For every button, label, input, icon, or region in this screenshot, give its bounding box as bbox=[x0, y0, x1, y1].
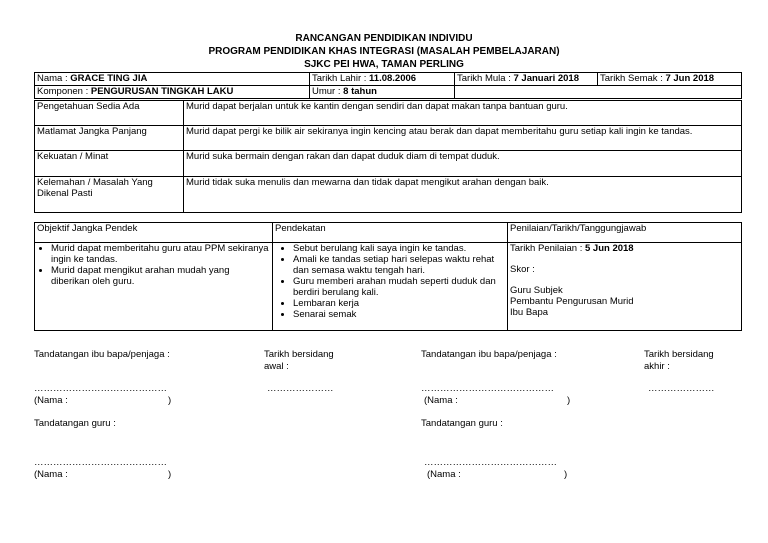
approach-item: • Guru memberi arahan mudah seperti duduk dan berdiri berulang kali. bbox=[293, 276, 505, 298]
teacher-signature-line-2: …………………………………… bbox=[424, 457, 557, 468]
profile-label: Kelemahan / Masalah Yang Dikenal Pasti bbox=[35, 177, 184, 213]
parent-signature-line-2: …………………………………… bbox=[421, 383, 554, 394]
responsible-item: Pembantu Pengurusan Murid bbox=[510, 296, 634, 307]
profile-value: Murid suka bermain dengan rakan dan dapat duduk diam di tempat duduk. bbox=[184, 151, 742, 177]
plan-table bbox=[34, 222, 742, 331]
meeting-start-label: Tarikh bersidang awal : bbox=[264, 349, 334, 372]
review-date: 7 Jun 2018 bbox=[665, 73, 715, 84]
parent-name-close-2: ) bbox=[567, 395, 571, 406]
header-objective: Objektif Jangka Pendek bbox=[35, 223, 273, 243]
empty-cell bbox=[455, 86, 742, 99]
profile-row bbox=[35, 151, 742, 177]
profile-value: Murid tidak suka menulis dan mewarna dan tidak dapat mengikut arahan dengan baik. bbox=[184, 177, 742, 213]
profile-value: Murid dapat pergi ke bilik air sekiranya ingin kencing atau berak dan dapat memberitahu guru setiap kali ingin ke tandas. bbox=[184, 126, 742, 151]
profile-row bbox=[35, 126, 742, 151]
teacher-name-close: ) bbox=[168, 469, 172, 480]
nama-cell: Nama : GRACE TING JIA bbox=[35, 73, 310, 86]
parent-name-open-2: (Nama : bbox=[424, 395, 458, 406]
profile-value: Murid dapat berjalan untuk ke kantin dengan sendiri dan dapat makan tanpa bantuan guru. bbox=[184, 101, 742, 126]
umur-cell: Umur : 8 tahun bbox=[310, 86, 455, 99]
profile-row bbox=[35, 101, 742, 126]
assessment-cell: Tarikh Penilaian : 5 Jun 2018 Skor : Guru Subjek Pembantu Pengurusan Murid Ibu Bapa bbox=[508, 243, 742, 331]
meeting-end-line: ………………… bbox=[648, 383, 715, 394]
student-info-table bbox=[34, 72, 742, 99]
parent-signature-label-2: Tandatangan ibu bapa/penjaga : bbox=[421, 349, 557, 360]
semak-cell: Tarikh Semak : 7 Jun 2018 bbox=[598, 73, 742, 86]
meeting-start-line: ………………… bbox=[267, 383, 334, 394]
score-label: Skor : bbox=[510, 264, 535, 275]
approach-item: • Senarai semak bbox=[293, 309, 505, 320]
teacher-name-close-2: ) bbox=[564, 469, 568, 480]
meeting-end-label: Tarikh bersidang akhir : bbox=[644, 349, 714, 372]
responsible-item: Ibu Bapa bbox=[510, 307, 549, 318]
teacher-name-open: (Nama : bbox=[34, 469, 68, 480]
approaches-cell bbox=[273, 243, 508, 331]
mula-cell: Tarikh Mula : 7 Januari 2018 bbox=[455, 73, 598, 86]
parent-name-open: (Nama : bbox=[34, 395, 68, 406]
objective-item: • Murid dapat memberitahu guru atau PPM sekiranya ingin ke tandas. bbox=[51, 243, 270, 265]
komponen-cell: Komponen : PENGURUSAN TINGKAH LAKU bbox=[35, 86, 310, 99]
teacher-signature-label-2: Tandatangan guru : bbox=[421, 418, 503, 429]
doc-subtitle: PROGRAM PENDIDIKAN KHAS INTEGRASI (MASALAH PEMBELAJARAN) bbox=[208, 46, 560, 57]
approach-item: • Sebut berulang kali saya ingin ke tandas. bbox=[293, 243, 505, 254]
teacher-signature-line: …………………………………… bbox=[34, 457, 167, 468]
approach-item: • Amali ke tandas setiap hari selepas waktu rehat dan semasa waktu tengah hari. bbox=[293, 254, 505, 276]
assessment-date: 5 Jun 2018 bbox=[585, 243, 634, 254]
component-value: PENGURUSAN TINGKAH LAKU bbox=[90, 86, 234, 97]
doc-title: RANCANGAN PENDIDIKAN INDIVIDU bbox=[295, 33, 473, 44]
student-name: GRACE TING JIA bbox=[70, 73, 148, 84]
objective-item: • Murid dapat mengikut arahan mudah yang diberikan oleh guru. bbox=[51, 265, 270, 287]
profile-label: Pengetahuan Sedia Ada bbox=[35, 101, 184, 126]
lahir-cell: Tarikh Lahir : 11.08.2006 bbox=[310, 73, 455, 86]
birth-date: 11.08.2006 bbox=[369, 73, 417, 84]
profile-label: Matlamat Jangka Panjang bbox=[35, 126, 184, 151]
responsible-item: Guru Subjek bbox=[510, 285, 563, 296]
profile-row bbox=[35, 177, 742, 213]
profile-label: Kekuatan / Minat bbox=[35, 151, 184, 177]
objectives-cell bbox=[35, 243, 273, 331]
profile-table bbox=[34, 100, 742, 213]
parent-name-close: ) bbox=[168, 395, 172, 406]
teacher-name-open-2: (Nama : bbox=[427, 469, 461, 480]
header-assessment: Penilaian/Tarikh/Tanggungjawab bbox=[508, 223, 742, 243]
school-name: SJKC PEI HWA, TAMAN PERLING bbox=[304, 59, 464, 70]
parent-signature-label: Tandatangan ibu bapa/penjaga : bbox=[34, 349, 170, 360]
age-value: 8 tahun bbox=[343, 86, 377, 97]
parent-signature-line: …………………………………… bbox=[34, 383, 167, 394]
header-approach: Pendekatan bbox=[273, 223, 508, 243]
approach-item: • Lembaran kerja bbox=[293, 298, 505, 309]
teacher-signature-label: Tandatangan guru : bbox=[34, 418, 116, 429]
start-date: 7 Januari 2018 bbox=[513, 73, 579, 84]
